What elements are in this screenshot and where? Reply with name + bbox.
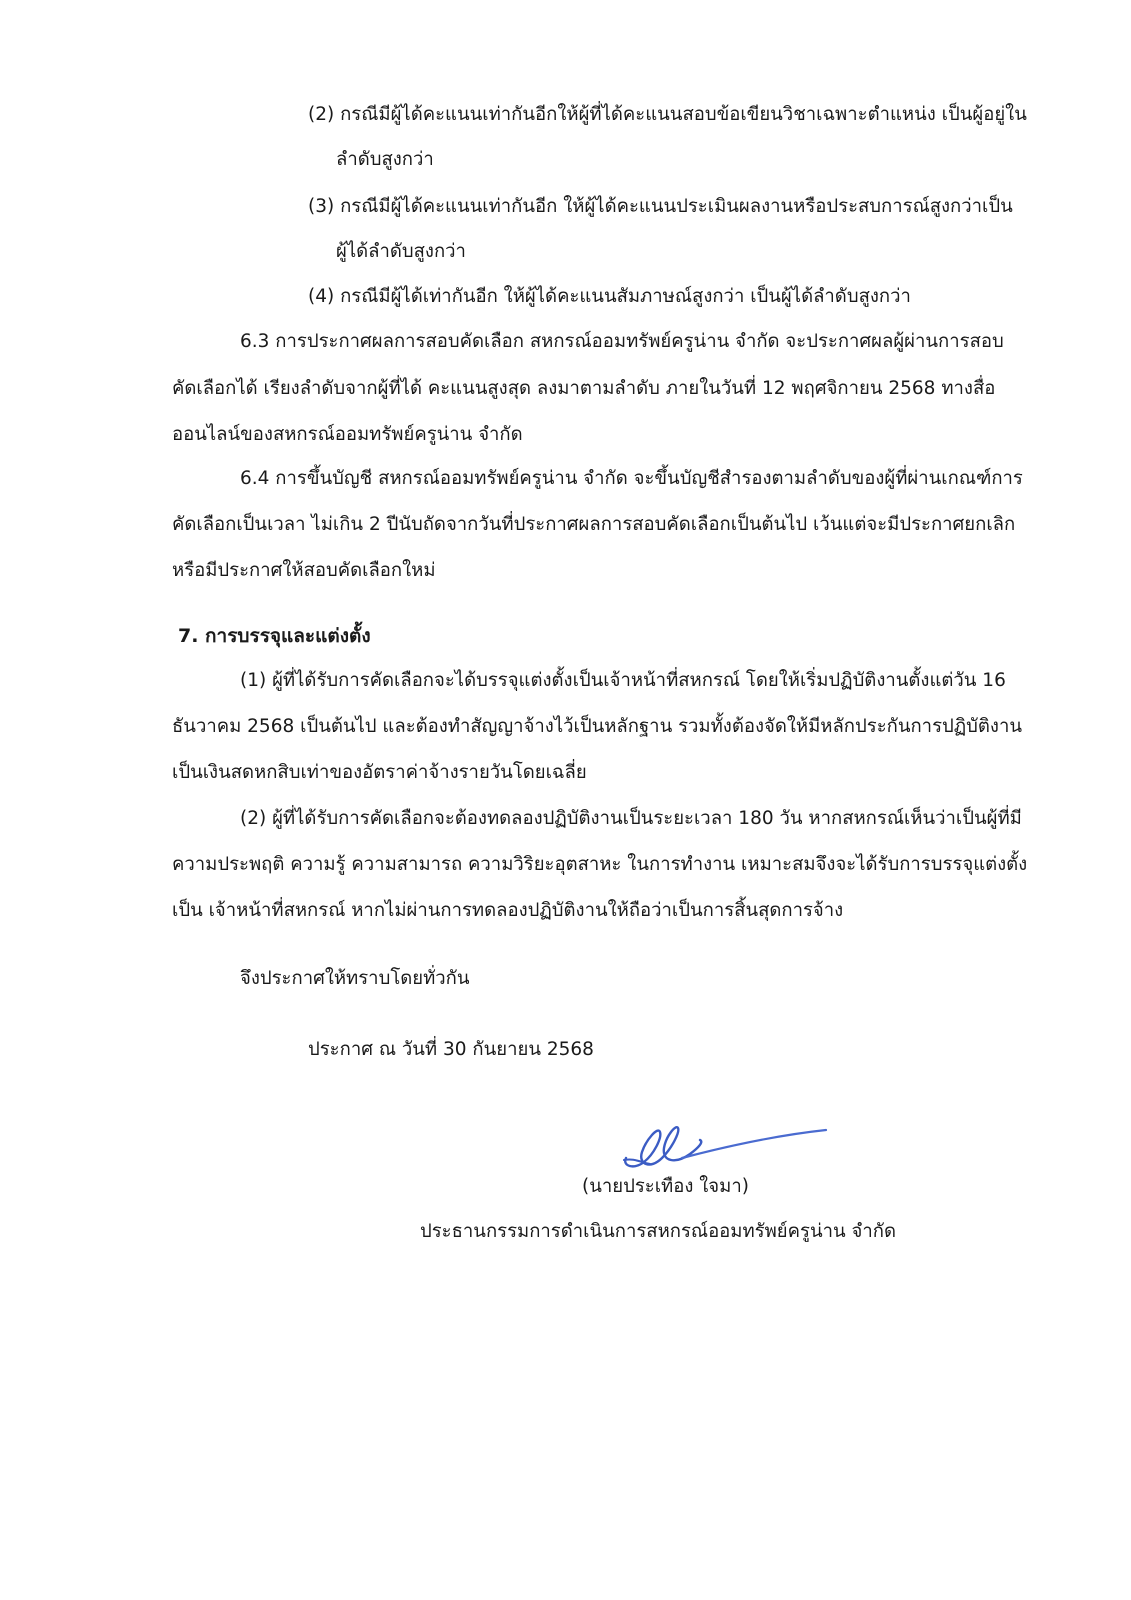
criteria-item-3-line-2: ผู้ได้ลำดับสูงกว่า [336,241,466,262]
section-6-3-line-1: 6.3 การประกาศผลการสอบคัดเลือก สหกรณ์ออมทรัพย์ครูน่าน จำกัด จะประกาศผลผู้ผ่านการสอบ [240,331,1004,352]
criteria-item-3-line-1: (3) กรณีมีผู้ได้คะแนนเท่ากันอีก ให้ผู้ได้คะแนนประเมินผลงานหรือประสบการณ์สูงกว่าเป็น [308,196,1013,217]
signer-name: (นายประเทือง ใจมา) [582,1176,749,1197]
section-6-4-line-1: 6.4 การขึ้นบัญชี สหกรณ์ออมทรัพย์ครูน่าน จำกัด จะขึ้นบัญชีสำรองตามลำดับของผู้ที่ผ่านเกณฑ์การ [240,468,1023,489]
announcement-date: ประกาศ ณ วันที่ 30 กันยายน 2568 [308,1039,594,1060]
criteria-item-4: (4) กรณีมีผู้ได้เท่ากันอีก ให้ผู้ได้คะแนนสัมภาษณ์สูงกว่า เป็นผู้ได้ลำดับสูงกว่า [308,286,911,307]
section-6-4-line-3: หรือมีประกาศให้สอบคัดเลือกใหม่ [172,560,436,581]
criteria-item-2-line-1: (2) กรณีมีผู้ได้คะแนนเท่ากันอีกให้ผู้ที่ได้คะแนนสอบข้อเขียนวิชาเฉพาะตำแหน่ง เป็นผู้อยู่ใน [308,104,1027,125]
section-7-p2-line-1: (2) ผู้ที่ได้รับการคัดเลือกจะต้องทดลองปฏิบัติงานเป็นระยะเวลา 180 วัน หากสหกรณ์เห็นว่าเป็นผู้ที่มี [240,808,1022,829]
section-7-p1-line-1: (1) ผู้ที่ได้รับการคัดเลือกจะได้บรรจุแต่งตั้งเป็นเจ้าหน้าที่สหกรณ์ โดยให้เริ่มปฏิบัติงานตั้งแต่วัน 16 [240,670,1006,691]
section-7-heading: 7. การบรรจุและแต่งตั้ง [178,625,371,647]
section-7-p1-line-3: เป็นเงินสดหกสิบเท่าของอัตราค่าจ้างรายวันโดยเฉลี่ย [172,762,587,783]
section-7-p1-line-2: ธันวาคม 2568 เป็นต้นไป และต้องทำสัญญาจ้างไว้เป็นหลักฐาน รวมทั้งต้องจัดให้มีหลักประกันการปฏิบัติงาน [172,716,1022,737]
signature-image [620,1118,830,1180]
section-6-4-line-2: คัดเลือกเป็นเวลา ไม่เกิน 2 ปีนับถัดจากวันที่ประกาศผลการสอบคัดเลือกเป็นต้นไป เว้นแต่จะมีประกาศยกเลิก [172,514,1016,535]
section-7-p2-line-2: ความประพฤติ ความรู้ ความสามารถ ความวิริยะอุตสาหะ ในการทำงาน เหมาะสมจึงจะได้รับการบรรจุแต่งตั้ง [172,854,1028,875]
criteria-item-2-line-2: ลำดับสูงกว่า [336,149,434,170]
section-6-3-line-3: ออนไลน์ของสหกรณ์ออมทรัพย์ครูน่าน จำกัด [172,424,523,445]
section-6-3-line-2: คัดเลือกได้ เรียงลำดับจากผู้ที่ได้ คะแนนสูงสุด ลงมาตามลำดับ ภายในวันที่ 12 พฤศจิกายน 2568 ทางสื่อ [172,378,996,399]
closing-announcement: จึงประกาศให้ทราบโดยทั่วกัน [240,968,470,989]
signer-title: ประธานกรรมการดำเนินการสหกรณ์ออมทรัพย์ครูน่าน จำกัด [420,1221,896,1242]
section-7-p2-line-3: เป็น เจ้าหน้าที่สหกรณ์ หากไม่ผ่านการทดลองปฏิบัติงานให้ถือว่าเป็นการสิ้นสุดการจ้าง [172,900,844,921]
